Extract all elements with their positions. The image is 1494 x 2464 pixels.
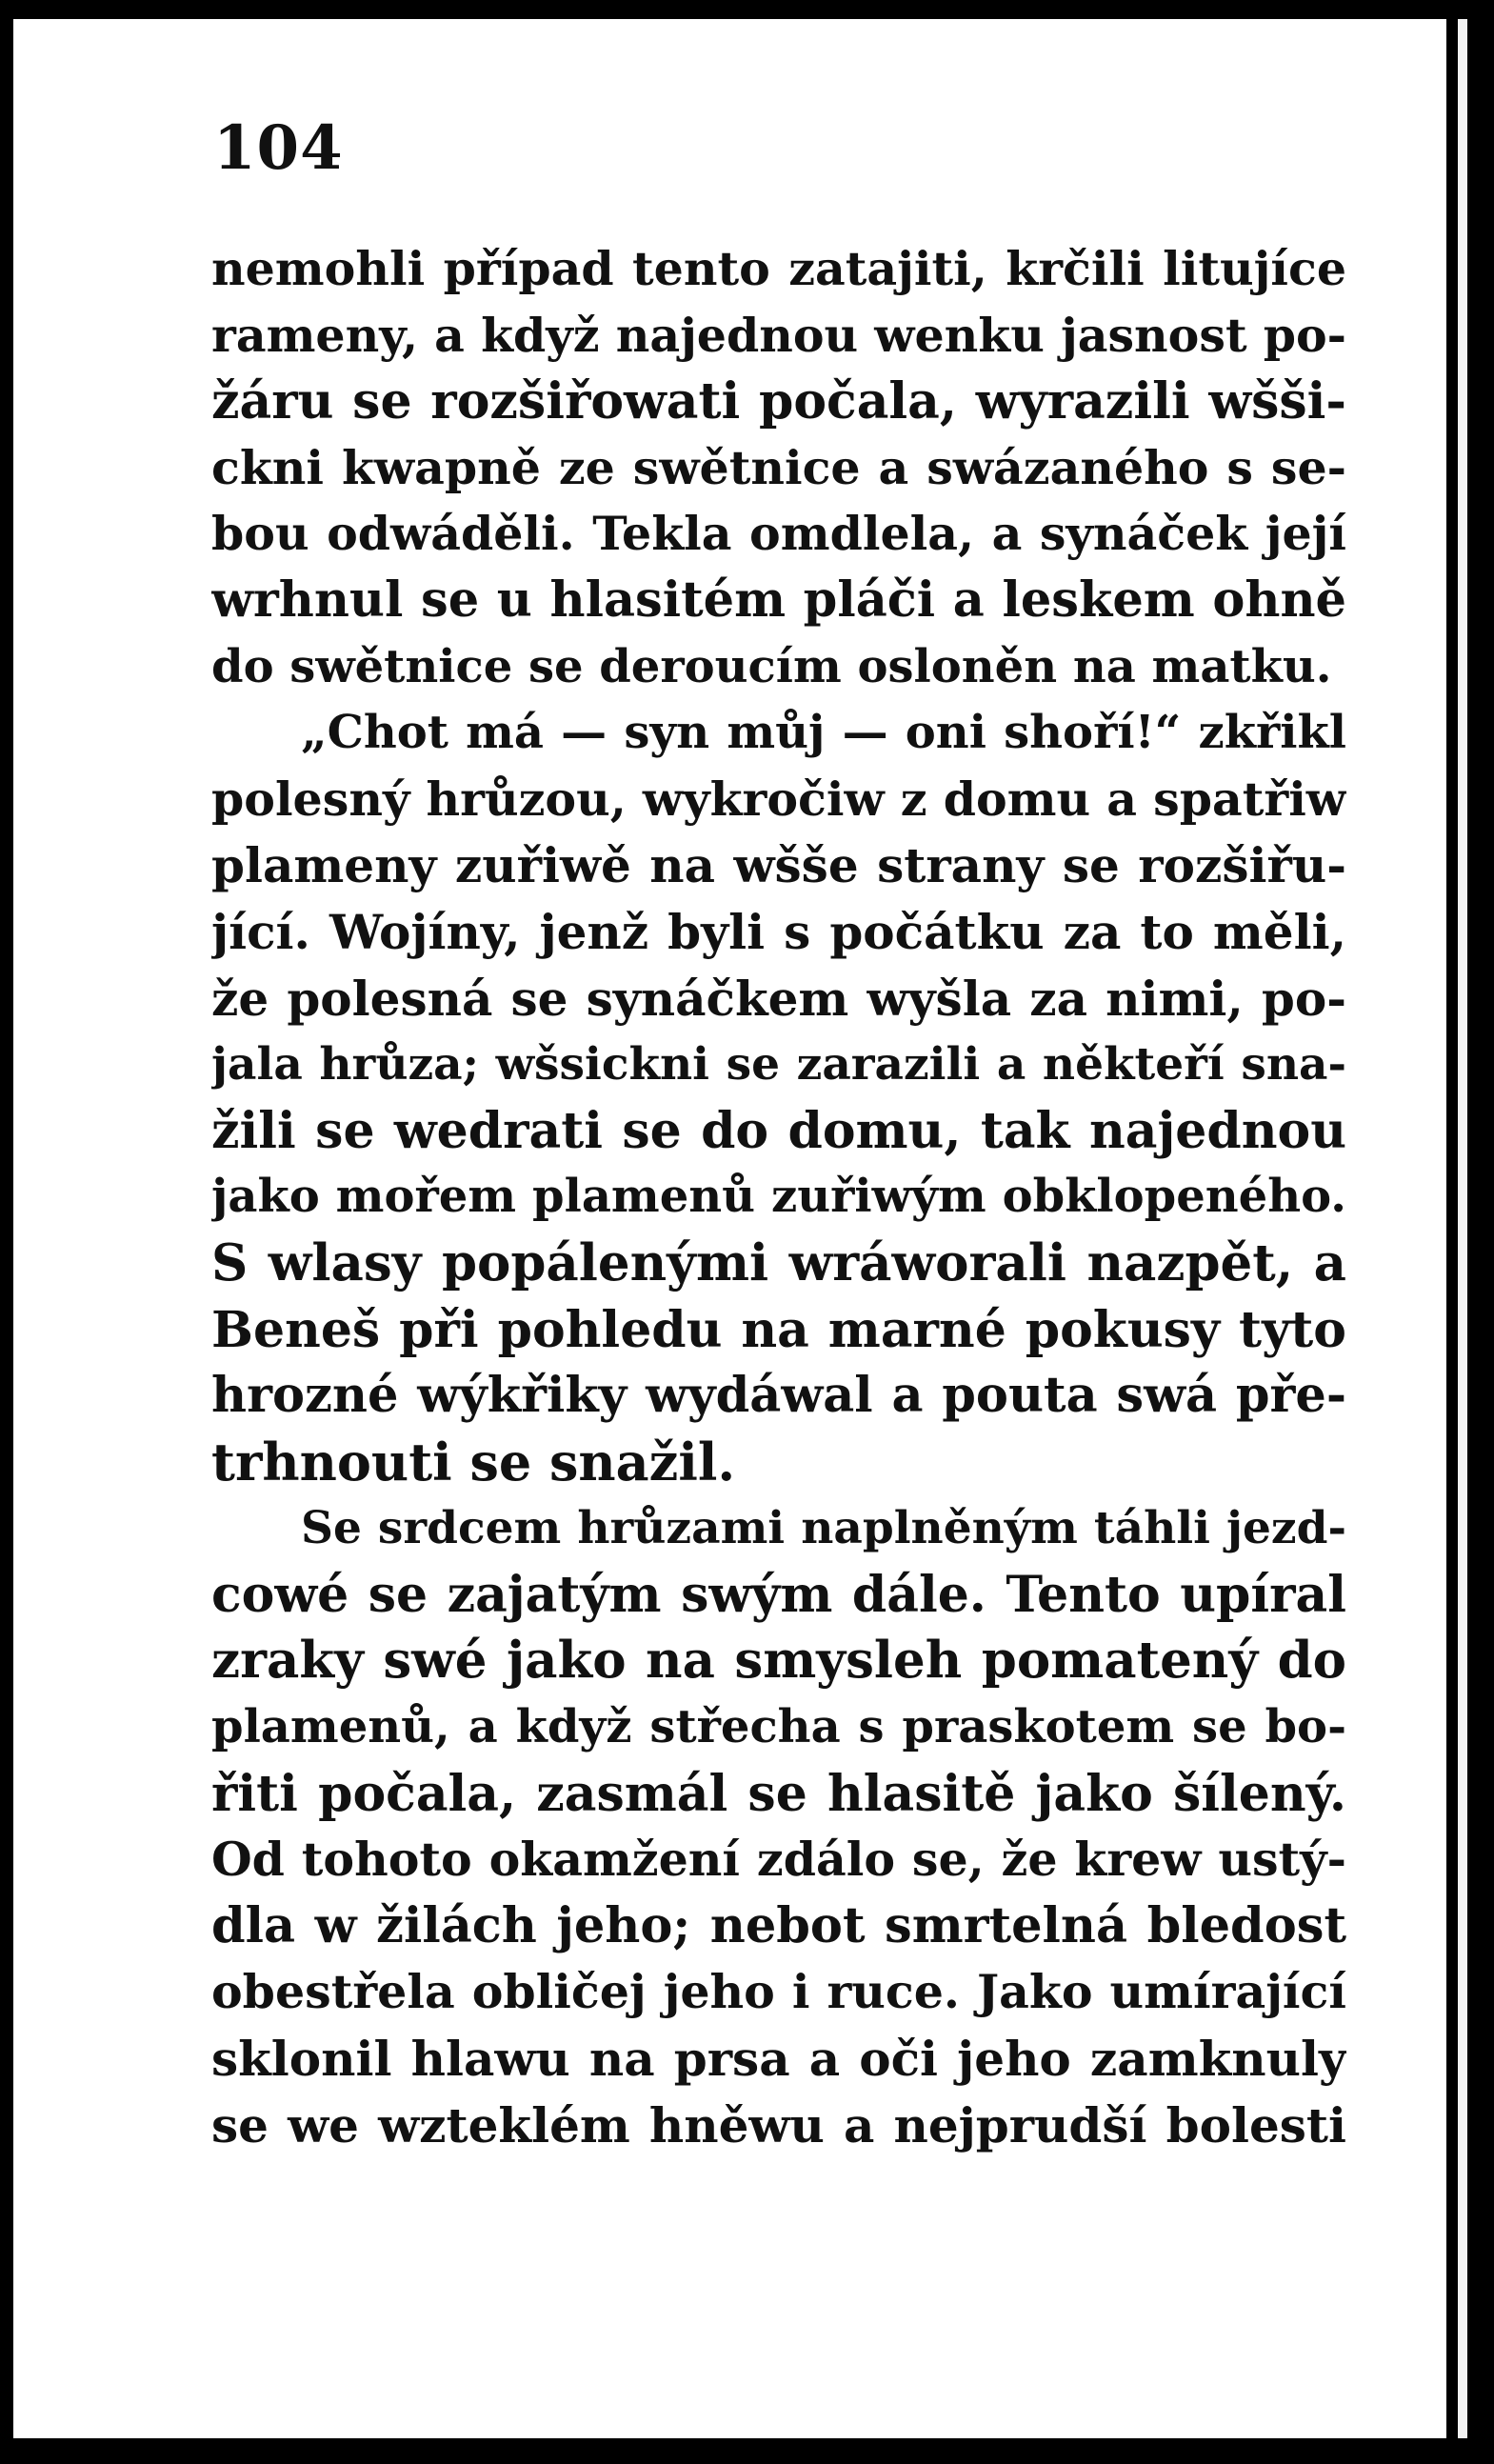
text-line: bou odwáděli. Tekla omdlela, a synáček její [211, 506, 1346, 562]
text-line: nemohli případ tento zatajiti, krčili litujíce [211, 241, 1346, 296]
text-line: plamenů, a když střecha s praskotem se bo- [211, 1700, 1346, 1754]
text-line: dla w žilách jeho; nebot smrtelná bledost [211, 1896, 1346, 1954]
text-line: obestřela obličej jeho i ruce. Jako umírající [211, 1964, 1346, 2020]
text-line: do swětnice se deroucím osloněn na matku. [211, 639, 1332, 693]
text-line: trhnouti se snažil. [211, 1431, 736, 1492]
text-line: polesný hrůzou, wykročiw z domu a spatřiw [211, 771, 1346, 827]
text-line: zraky swé jako na smysleh pomatený do [211, 1631, 1346, 1691]
text-line: se we wzteklém hněwu a nejprudší bolesti [211, 2096, 1346, 2153]
text-line: Beneš při pohledu na marné pokusy tyto [211, 1300, 1346, 1359]
text-line: jící. Wojíny, jenž byli s počátku za to měli, [211, 903, 1346, 960]
text-line: jala hrůza; wšsickni se zarazili a někteří sna- [211, 1038, 1346, 1092]
page-number: 104 [213, 112, 344, 184]
text-line: sklonil hlawu na prsa a oči jeho zamknuly [211, 2031, 1346, 2088]
text-line: žili se wedrati se do domu, tak najednou [211, 1101, 1346, 1160]
text-line: že polesná se synáčkem wyšla za nimi, po- [211, 970, 1346, 1027]
text-line: jako mořem plamenů zuřiwým obklopeného. [211, 1170, 1346, 1224]
text-line: rameny, a když najednou wenku jasnost po- [211, 307, 1346, 363]
body-text [211, 236, 1346, 2158]
text-line: řiti počala, zasmál se hlasitě jako šílený. [211, 1764, 1346, 1823]
text-line-paragraph-start: Se srdcem hrůzami naplněným táhli jezd- [301, 1502, 1346, 1555]
page-edge [1458, 19, 1467, 2438]
text-line: hrozné wýkřiky wydáwal a pouta swá pře- [211, 1367, 1346, 1425]
text-line: ckni kwapně ze swětnice a swázaného s se- [211, 439, 1346, 495]
text-line: Od tohoto okamžení zdálo se, že krew ustý- [211, 1832, 1346, 1888]
text-line: wrhnul se u hlasitém pláči a leskem ohně [211, 571, 1346, 629]
text-line: plameny zuřiwě na wšše strany se rozšiřu- [211, 837, 1346, 894]
text-line-paragraph-start: „Chot má — syn můj — oni shoří!“ zkřikl [301, 706, 1346, 760]
text-line: S wlasy popálenými wráworali nazpět, a [211, 1232, 1346, 1292]
text-line: cowé se zajatým swým dále. Tento upíral [211, 1565, 1346, 1624]
text-line: žáru se rozšiřowati počala, wyrazili wšši- [211, 372, 1346, 431]
